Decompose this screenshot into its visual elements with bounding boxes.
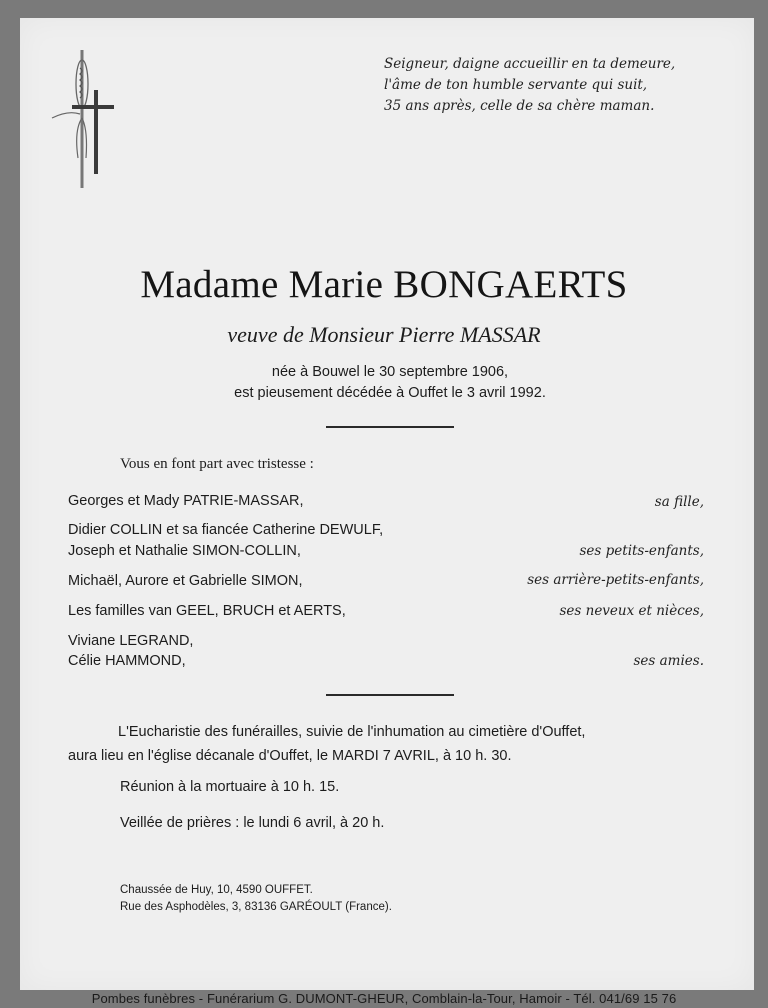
family-relation: ses petits-enfants, (579, 543, 704, 559)
address-line: Chaussée de Huy, 10, 4590 OUFFET. (120, 884, 313, 896)
address-line: Rue des Asphodèles, 3, 83136 GARÉOULT (France). (120, 901, 392, 913)
cross-vertical (94, 90, 98, 174)
family-relation: ses arrière-petits-enfants, (527, 572, 704, 588)
announcement: Vous en font part avec tristesse : (120, 456, 314, 472)
life-dates (0, 362, 768, 404)
divider (326, 426, 454, 428)
family-names: Georges et Mady PATRIE-MASSAR, (68, 493, 304, 509)
prayer-line: 35 ans après, celle de sa chère maman. (384, 98, 655, 114)
family-names: Michaël, Aurore et Gabrielle SIMON, (68, 573, 303, 589)
cross-horizontal (72, 105, 114, 109)
widow-of: veuve de Monsieur Pierre MASSAR (227, 322, 541, 347)
reunion-line: Réunion à la mortuaire à 10 h. 15. (120, 779, 340, 795)
family-relation: ses amies. (633, 653, 704, 669)
cross-wheat-icon (50, 48, 120, 193)
family-relation: sa fille, (654, 494, 704, 510)
death-line: est pieusement décédée à Ouffet le 3 avril 1992. (234, 385, 546, 401)
funeral-home-footer: Pombes funèbres - Funérarium G. DUMONT-GHEUR, Comblain-la-Tour, Hamoir - Tél. 041/69 15 76 (91, 991, 677, 1006)
family-names: Les familles van GEEL, BRUCH et AERTS, (68, 603, 346, 619)
prayer-line: Seigneur, daigne accueillir en ta demeure, (384, 56, 676, 72)
ceremony-line: L'Eucharistie des funérailles, suivie de l'inhumation au cimetière d'Ouffet, (118, 724, 586, 740)
prayer-line: l'âme de ton humble servante qui suit, (384, 77, 648, 93)
family-names: Didier COLLIN et sa fiancée Catherine DEWULF, (68, 522, 384, 538)
prayer-verse (384, 54, 744, 117)
birth-line: née à Bouwel le 30 septembre 1906, (271, 364, 509, 380)
family-names: Viviane LEGRAND, (68, 633, 194, 649)
family-names: Célie HAMMOND, (68, 653, 186, 669)
deceased-name: Madame Marie BONGAERTS (140, 263, 628, 306)
leaf-left (52, 113, 82, 158)
divider (326, 694, 454, 696)
family-names: Joseph et Nathalie SIMON-COLLIN, (68, 543, 301, 559)
vigil-line: Veillée de prières : le lundi 6 avril, à 20 h. (120, 815, 385, 831)
family-relation: ses neveux et nièces, (559, 603, 704, 619)
ceremony-line: aura lieu en l'église décanale d'Ouffet, le MARDI 7 AVRIL, à 10 h. 30. (68, 748, 512, 764)
